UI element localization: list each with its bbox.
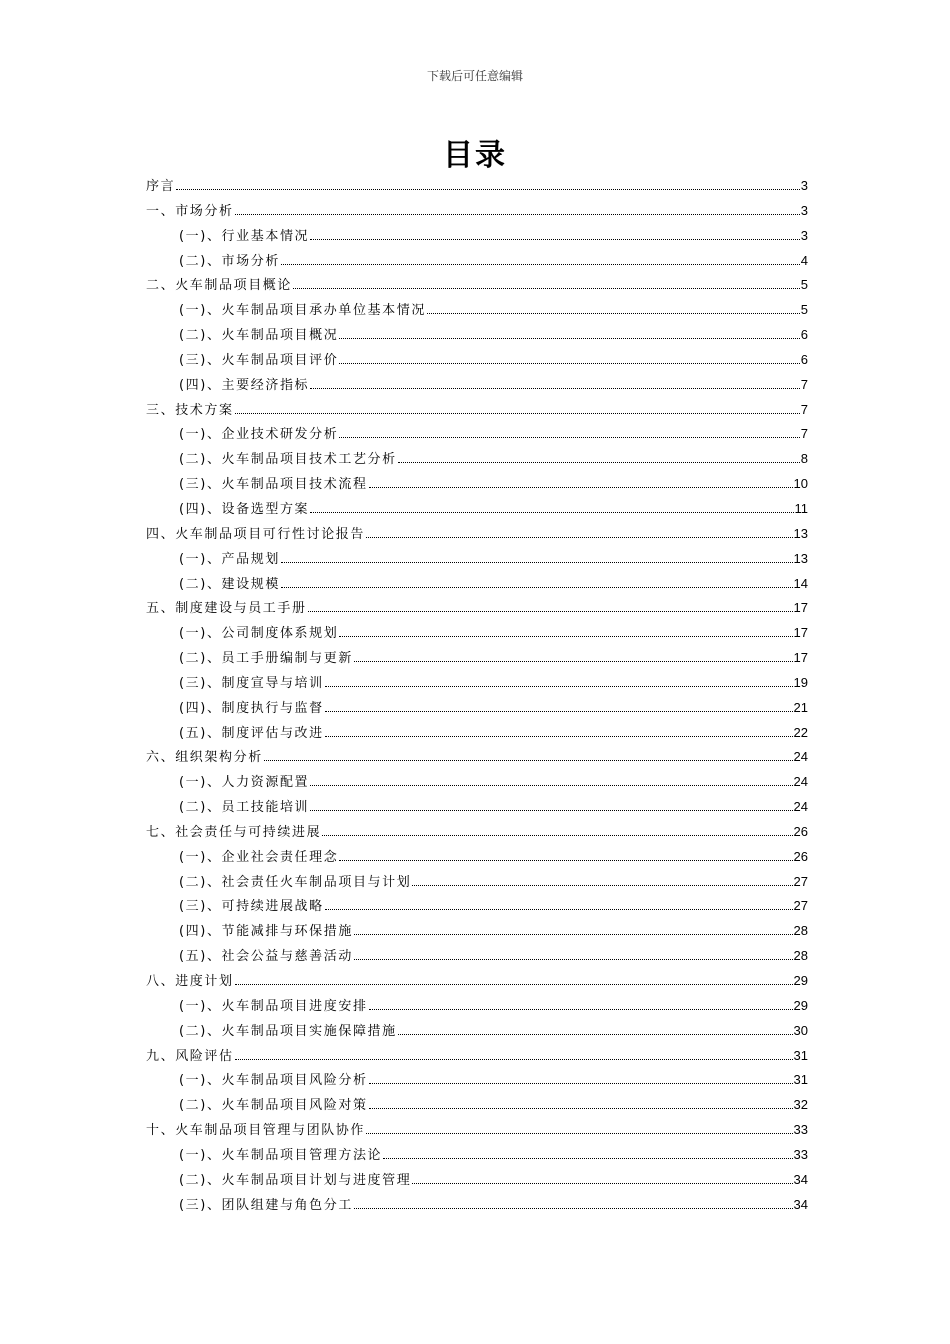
toc-entry[interactable] <box>146 770 808 795</box>
toc-entry-page-number: 24 <box>793 799 808 815</box>
toc-dot-leader <box>235 984 793 985</box>
toc-entry-page-number: 29 <box>793 973 808 988</box>
toc-entry-page-number: 3 <box>800 227 808 243</box>
toc-dot-leader <box>354 661 793 662</box>
toc-entry-label: (一)、企业技术研发分析 <box>179 427 339 443</box>
toc-entry[interactable] <box>146 422 808 447</box>
table-of-contents <box>146 174 808 1217</box>
toc-entry[interactable] <box>146 323 808 348</box>
toc-dot-leader <box>369 1009 793 1010</box>
toc-entry-label: (三)、火车制品项目技术流程 <box>179 477 368 493</box>
toc-entry[interactable] <box>146 447 808 472</box>
toc-dot-leader <box>354 934 793 935</box>
toc-entry[interactable] <box>146 894 808 919</box>
toc-entry[interactable] <box>146 1168 808 1193</box>
toc-entry-label: (三)、火车制品项目评价 <box>179 352 339 368</box>
toc-entry[interactable] <box>146 919 808 944</box>
toc-dot-leader <box>369 1108 793 1109</box>
toc-dot-leader <box>398 1034 793 1035</box>
toc-dot-leader <box>339 636 792 637</box>
toc-entry[interactable] <box>146 870 808 895</box>
toc-entry-page-number: 8 <box>800 451 808 467</box>
toc-dot-leader <box>310 388 800 389</box>
toc-entry-page-number: 26 <box>793 823 808 839</box>
toc-entry-label: (五)、制度评估与改进 <box>179 725 324 741</box>
toc-entry-page-number: 13 <box>793 525 808 541</box>
toc-dot-leader <box>339 437 799 438</box>
toc-entry-page-number: 17 <box>793 650 808 666</box>
toc-entry-page-number: 3 <box>800 178 808 193</box>
toc-entry[interactable] <box>146 298 808 323</box>
toc-entry-label: 十、火车制品项目管理与团队协作 <box>146 1123 366 1139</box>
toc-entry-label: (一)、行业基本情况 <box>179 228 310 244</box>
toc-dot-leader <box>281 264 800 265</box>
toc-entry-page-number: 33 <box>793 1122 808 1138</box>
toc-entry-label: (二)、市场分析 <box>179 253 280 269</box>
toc-entry[interactable] <box>146 373 808 398</box>
toc-entry-label: (一)、人力资源配置 <box>179 775 310 791</box>
toc-entry-page-number: 11 <box>794 500 808 516</box>
toc-dot-leader <box>325 711 793 712</box>
toc-entry[interactable] <box>146 547 808 572</box>
toc-entry-page-number: 31 <box>793 1047 808 1063</box>
toc-entry-label: 二、火车制品项目概论 <box>146 278 293 294</box>
toc-entry-page-number: 34 <box>793 1196 808 1212</box>
toc-entry-label: (二)、火车制品项目概况 <box>179 328 339 344</box>
toc-entry-page-number: 32 <box>793 1097 808 1113</box>
toc-entry[interactable] <box>146 1143 808 1168</box>
toc-entry-label: (二)、员工技能培训 <box>179 800 310 816</box>
toc-entry-page-number: 7 <box>800 426 808 442</box>
toc-dot-leader <box>308 611 793 612</box>
toc-entry[interactable] <box>146 745 808 770</box>
toc-entry-label: (一)、火车制品项目管理方法论 <box>179 1147 383 1163</box>
toc-entry-label: 四、火车制品项目可行性讨论报告 <box>146 526 366 542</box>
toc-entry-page-number: 29 <box>793 997 808 1013</box>
toc-entry[interactable] <box>146 1019 808 1044</box>
toc-entry[interactable] <box>146 646 808 671</box>
toc-dot-leader <box>325 909 793 910</box>
toc-entry-page-number: 10 <box>793 476 808 492</box>
toc-entry-page-number: 24 <box>793 749 808 765</box>
toc-entry-page-number: 19 <box>793 674 808 690</box>
toc-dot-leader <box>369 1083 793 1084</box>
toc-entry-page-number: 22 <box>793 724 808 740</box>
toc-entry-label: 七、社会责任与可持续进展 <box>146 824 322 840</box>
toc-dot-leader <box>322 835 792 836</box>
toc-entry-label: (三)、制度宣导与培训 <box>179 675 324 691</box>
toc-entry-page-number: 27 <box>793 898 808 914</box>
toc-entry-page-number: 33 <box>793 1146 808 1162</box>
toc-dot-leader <box>412 1183 792 1184</box>
toc-dot-leader <box>383 1158 792 1159</box>
toc-entry-page-number: 5 <box>800 277 808 293</box>
toc-entry[interactable] <box>146 1068 808 1093</box>
toc-dot-leader <box>398 462 800 463</box>
toc-dot-leader <box>235 413 800 414</box>
toc-entry[interactable] <box>146 249 808 274</box>
toc-dot-leader <box>339 860 792 861</box>
toc-entry-page-number: 21 <box>793 699 808 715</box>
toc-dot-leader <box>325 686 793 687</box>
toc-entry-page-number: 5 <box>800 302 808 318</box>
toc-dot-leader <box>281 587 793 588</box>
toc-dot-leader <box>369 487 793 488</box>
toc-entry-label: 一、市场分析 <box>146 203 234 219</box>
toc-entry-label: (二)、社会责任火车制品项目与计划 <box>179 874 412 890</box>
toc-dot-leader <box>354 959 793 960</box>
toc-entry-page-number: 6 <box>800 327 808 343</box>
toc-entry-label: (四)、制度执行与监督 <box>179 700 324 716</box>
toc-dot-leader <box>176 189 800 190</box>
toc-entry[interactable] <box>146 1118 808 1143</box>
toc-entry[interactable] <box>146 1193 808 1218</box>
toc-entry[interactable] <box>146 696 808 721</box>
toc-entry-label: 五、制度建设与员工手册 <box>146 601 307 617</box>
toc-entry-label: (一)、企业社会责任理念 <box>179 849 339 865</box>
toc-entry[interactable] <box>146 273 808 298</box>
toc-dot-leader <box>325 736 793 737</box>
toc-entry-label: (四)、节能减排与环保措施 <box>179 924 353 940</box>
toc-entry[interactable] <box>146 174 808 199</box>
toc-entry[interactable] <box>146 845 808 870</box>
toc-entry-label: 序言 <box>146 179 176 194</box>
toc-entry-page-number: 34 <box>793 1171 808 1187</box>
toc-entry[interactable] <box>146 1093 808 1118</box>
toc-entry-label: (二)、火车制品项目实施保障措施 <box>179 1023 397 1039</box>
page-header: 下载后可任意编辑 <box>426 69 523 83</box>
toc-dot-leader <box>293 288 800 289</box>
toc-entry-label: (一)、产品规划 <box>179 551 280 567</box>
toc-entry-page-number: 28 <box>793 923 808 939</box>
toc-entry-label: (二)、火车制品项目风险对策 <box>179 1098 368 1114</box>
toc-entry-label: 八、进度计划 <box>146 974 234 989</box>
toc-dot-leader <box>281 562 793 563</box>
toc-dot-leader <box>235 214 800 215</box>
toc-entry-page-number: 28 <box>793 948 808 964</box>
toc-entry-page-number: 30 <box>793 1022 808 1038</box>
toc-dot-leader <box>310 785 792 786</box>
toc-dot-leader <box>366 537 793 538</box>
toc-entry-page-number: 3 <box>800 202 808 218</box>
toc-entry-page-number: 13 <box>793 550 808 566</box>
toc-dot-leader <box>235 1059 793 1060</box>
toc-entry[interactable] <box>146 497 808 522</box>
toc-dot-leader <box>366 1133 793 1134</box>
toc-entry-label: (二)、火车制品项目计划与进度管理 <box>179 1172 412 1188</box>
toc-entry-page-number: 7 <box>800 376 808 392</box>
toc-entry-page-number: 17 <box>793 625 808 641</box>
toc-dot-leader <box>427 313 800 314</box>
toc-entry-page-number: 27 <box>793 873 808 889</box>
toc-dot-leader <box>310 810 792 811</box>
toc-entry[interactable] <box>146 820 808 845</box>
toc-entry[interactable] <box>146 224 808 249</box>
toc-entry-label: (一)、火车制品项目风险分析 <box>179 1073 368 1089</box>
toc-entry[interactable] <box>146 472 808 497</box>
toc-entry-label: (一)、火车制品项目进度安排 <box>179 998 368 1014</box>
toc-entry[interactable] <box>146 969 808 994</box>
toc-entry-page-number: 7 <box>800 401 808 417</box>
toc-entry-label: (二)、员工手册编制与更新 <box>179 651 353 667</box>
toc-entry[interactable] <box>146 348 808 373</box>
toc-entry[interactable] <box>146 522 808 547</box>
toc-entry-page-number: 24 <box>793 774 808 790</box>
toc-entry-page-number: 31 <box>793 1072 808 1088</box>
toc-dot-leader <box>339 363 799 364</box>
toc-entry-label: (五)、社会公益与慈善活动 <box>179 949 353 965</box>
toc-dot-leader <box>412 885 792 886</box>
toc-dot-leader <box>339 338 799 339</box>
toc-entry[interactable] <box>146 994 808 1019</box>
toc-entry[interactable] <box>146 621 808 646</box>
toc-entry-label: (三)、团队组建与角色分工 <box>179 1197 353 1213</box>
toc-entry[interactable] <box>146 671 808 696</box>
toc-entry[interactable] <box>146 944 808 969</box>
toc-entry[interactable] <box>146 572 808 597</box>
toc-entry-page-number: 14 <box>793 575 808 591</box>
toc-entry-page-number: 6 <box>800 351 808 367</box>
toc-entry-label: (四)、主要经济指标 <box>179 377 310 393</box>
toc-entry-label: (三)、可持续进展战略 <box>179 899 324 915</box>
toc-entry-label: 三、技术方案 <box>146 402 234 418</box>
toc-entry[interactable] <box>146 795 808 820</box>
toc-entry[interactable] <box>146 199 808 224</box>
toc-entry[interactable] <box>146 596 808 621</box>
toc-entry-label: (四)、设备选型方案 <box>179 501 310 517</box>
toc-entry-label: (一)、公司制度体系规划 <box>179 626 339 642</box>
toc-dot-leader <box>310 239 800 240</box>
toc-entry[interactable] <box>146 398 808 423</box>
toc-entry-page-number: 4 <box>800 252 808 268</box>
toc-dot-leader <box>310 512 793 513</box>
toc-dot-leader <box>354 1208 793 1209</box>
page-title: 目录 <box>443 138 507 173</box>
toc-dot-leader <box>264 760 793 761</box>
toc-entry-page-number: 26 <box>793 848 808 864</box>
toc-entry[interactable] <box>146 1044 808 1069</box>
toc-entry-label: (一)、火车制品项目承办单位基本情况 <box>179 303 426 319</box>
toc-entry-label: (二)、火车制品项目技术工艺分析 <box>179 452 397 468</box>
toc-entry[interactable] <box>146 721 808 746</box>
toc-entry-label: 九、风险评估 <box>146 1048 234 1064</box>
toc-entry-label: (二)、建设规模 <box>179 576 280 592</box>
toc-entry-label: 六、组织架构分析 <box>146 750 263 766</box>
toc-entry-page-number: 17 <box>793 600 808 616</box>
